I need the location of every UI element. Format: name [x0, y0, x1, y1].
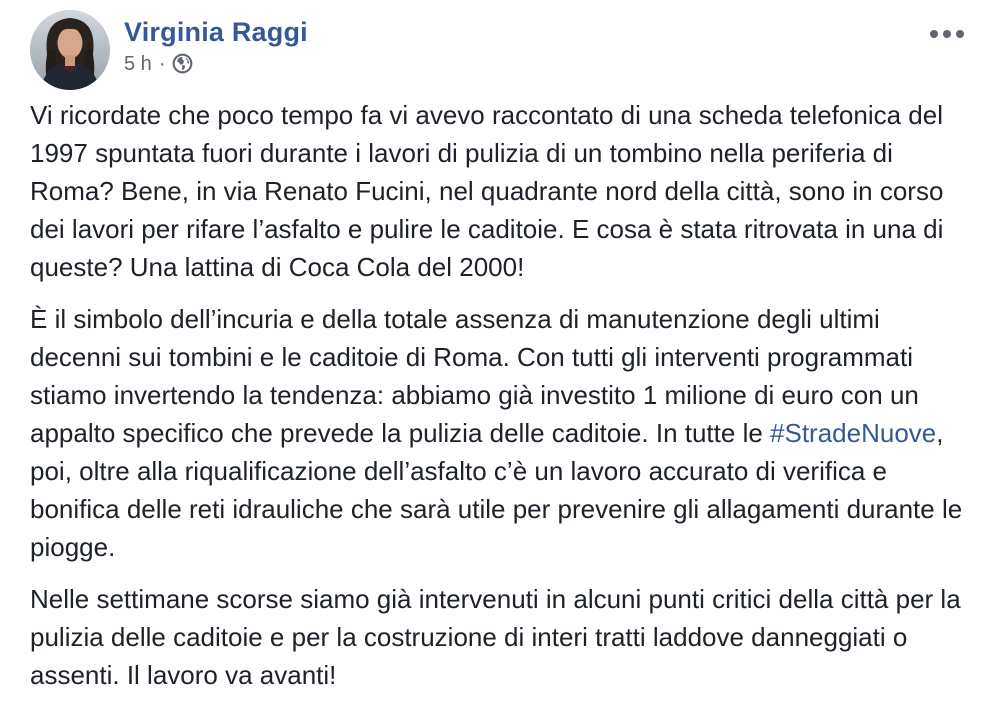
- post-paragraph: [30, 96, 966, 286]
- hashtag-link[interactable]: #StradeNuove: [770, 418, 937, 448]
- ellipsis-dot: [943, 30, 951, 38]
- avatar[interactable]: [30, 10, 110, 90]
- post-header-text: [124, 10, 308, 74]
- post-body: [30, 96, 966, 694]
- post-meta: [124, 53, 308, 74]
- timestamp-link[interactable]: 5 h: [124, 52, 152, 75]
- paragraph-text: Nelle settimane scorse siamo già intervenuti in alcuni punti critici della città per la pulizia delle caditoie e per la costruzione di interi tratti laddove danneggiati o assenti. Il lavoro va avanti!: [30, 584, 961, 690]
- paragraph-text: È il simbolo dell’incuria e della totale assenza di manutenzione degli ultimi decenni sui tombini e le caditoie di Roma. Con tutti gli interventi programmati stiamo invertendo la tendenza: abbiamo già investito 1 milione di euro con un appalto specifico che prevede la pulizia delle caditoie. In tutte le: [30, 304, 919, 448]
- public-globe-icon: [172, 53, 193, 74]
- post-paragraph: [30, 580, 966, 694]
- ellipsis-dot: [956, 30, 964, 38]
- paragraph-text: Vi ricordate che poco tempo fa vi avevo raccontato di una scheda telefonica del 1997 spuntata fuori durante i lavori di pulizia di un tombino nella periferia di Roma? Bene, in via Renato Fucini, nel quadrante nord della città, sono in corso dei lavori per rifare l’asfalto e pulire le caditoie. E cosa è stata ritrovata in una di queste? Una lattina di Coca Cola del 2000!: [30, 100, 944, 282]
- paragraph-text: , poi, oltre alla riqualificazione dell’asfalto c’è un lavoro accurato di verifica e bonifica delle reti idrauliche che sarà utile per prevenire gli allagamenti durante le piogge.: [30, 418, 963, 562]
- post-paragraph: [30, 300, 966, 566]
- post-options-button[interactable]: [924, 24, 970, 44]
- avatar-portrait-image: [30, 10, 110, 90]
- meta-separator: ·: [158, 52, 166, 75]
- author-name-link[interactable]: Virginia Raggi: [124, 17, 308, 47]
- ellipsis-dot: [930, 30, 938, 38]
- post-header: [30, 10, 966, 90]
